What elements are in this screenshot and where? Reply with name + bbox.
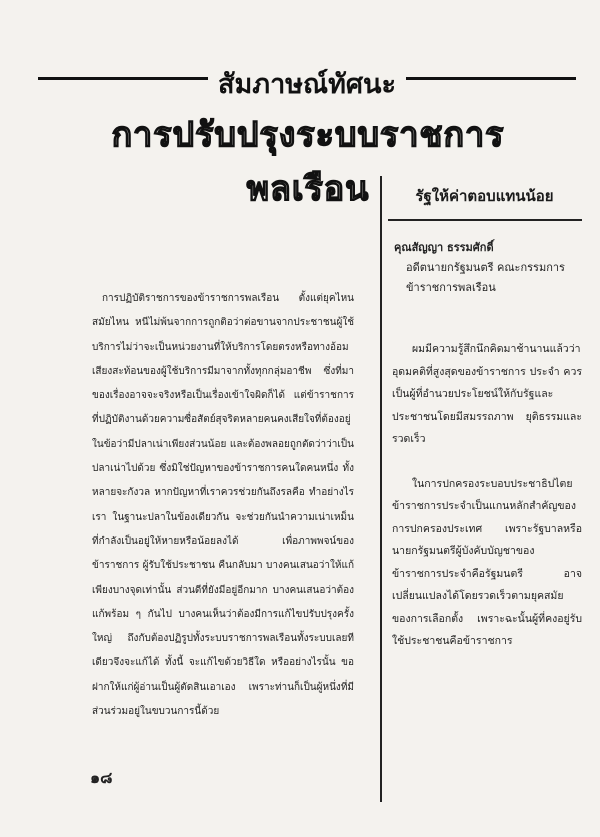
- sidebar-rule: [388, 219, 582, 221]
- interviewee-byline: [394, 238, 584, 298]
- kicker-rule-right: [406, 77, 576, 80]
- sidebar-heading: รัฐให้ค่าตอบแทนน้อย: [415, 187, 554, 205]
- article-headline: การปรับปรุงระบบราชการพลเรือน: [111, 115, 505, 209]
- main-column: [92, 287, 354, 724]
- main-paragraph: การปฏิบัติราชการของข้าราชการพลเรือน ตั้งแต่ยุคไหนสมัยไหน หนีไม่พ้นจากการถูกติอว่าต่อขานจากประชาชนผู้ใช้บริการไม่ว่าจะเป็นหน่วยงานที่ให้บริการโดยตรงหรือทางอ้อม เสียงสะท้อนของผู้ใช้บริการมีมาจากทั้งทุกกลุ่มอาชีพ ซึ่งที่มาของเรื่องอาจจะจริงหรือเป็นเรื่องเข้าใจผิดก็ได้ แต่ข้าราชการที่ปฏิบัติงานด้วยความซื่อสัตย์สุจริตหลายคนคงเสียใจที่ต้องอยู่ในข้อว่ามีปลาเน่าเพียงส่วนน้อย และต้องพลอยถูกตัดว่าว่าเป็นปลาเน่าไปด้วย ซึ่งมิใช่ปัญหาของข้าราชการคนใดคนหนึ่ง ทั้งหลายจะกังวล หากปัญหาที่เราควรช่วยกันถึงรลคือ ทำอย่างไร เรา ในฐานะปลาในข้องเดียวกัน จะช่วยกันนำความเน่าเหม็นที่กำลังเป็นอยู่ให้หายหรือน้อยลงได้ เพื่อภาพพจน์ของข้าราชการ ผู้รับใช้ประชาชน คืนกลับมา บางคนเสนอว่าให้แก้เพียงบางจุดเท่านั้น ส่วนดีที่ยังมีอยู่อีกมาก บางคนเสนอว่าต้องแก้พร้อม ๆ กันไป บางคนเห็นว่าต้องมีการแก้ไขปรับปรุงครั้งใหญ่ ถึงกับต้องปฏิรูปทั้งระบบราชการพลเรือนทั้งระบบเลยทีเดียวจึงจะแก้ได้ ทั้งนี้ จะแก้ไขด้วยวิธีใด หรืออย่างไรนั้น ขอฝากให้แก่ผู้อ่านเป็นผู้ตัดสินเอาเอง เพราะท่านก็เป็นผู้หนึ่งที่มีส่วนร่วมอยู่ในขบวนการนี้ด้วย: [92, 293, 354, 718]
- column-divider: [380, 176, 382, 802]
- sidebar-body: [392, 338, 582, 653]
- page-number: ๑๘: [90, 768, 113, 787]
- interviewee-role: อดีตนายกรัฐมนตรี คณะกรรมการข้าราชการพลเรือน: [406, 261, 565, 294]
- kicker-rule-left: [38, 77, 208, 80]
- section-kicker: สัมภาษณ์ทัศนะ: [218, 69, 396, 100]
- interviewee-name: คุณสัญญา ธรรมศักดิ์: [394, 241, 494, 254]
- sidebar-paragraph-1: ผมมีความรู้สึกนึกคิดมาช้านานแล้วว่า อุดมคติที่สูงสุดของข้าราชการ ประจำ ควรเป็นผู้ที่อำนวยประโยชน์ให้กับรัฐและประชาชนโดยมีสมรรถภาพ ยุติธรรมและรวดเร็ว: [392, 343, 582, 445]
- sidebar-paragraph-2: ในการปกครองระบอบประชาธิปไตย ข้าราชการประจำเป็นแกนหลักสำคัญของการปกครองประเทศ เพราะรัฐบาลหรือนายกรัฐมนตรีผู้บังคับบัญชาของข้าราชการประจำคือรัฐมนตรี อาจเปลี่ยนแปลงได้โดยรวดเร็วตามยุคสมัยของการเลือกตั้ง เพราะฉะนั้นผู้ที่คงอยู่รับใช้ประชาชนคือข้าราชการ: [392, 477, 582, 647]
